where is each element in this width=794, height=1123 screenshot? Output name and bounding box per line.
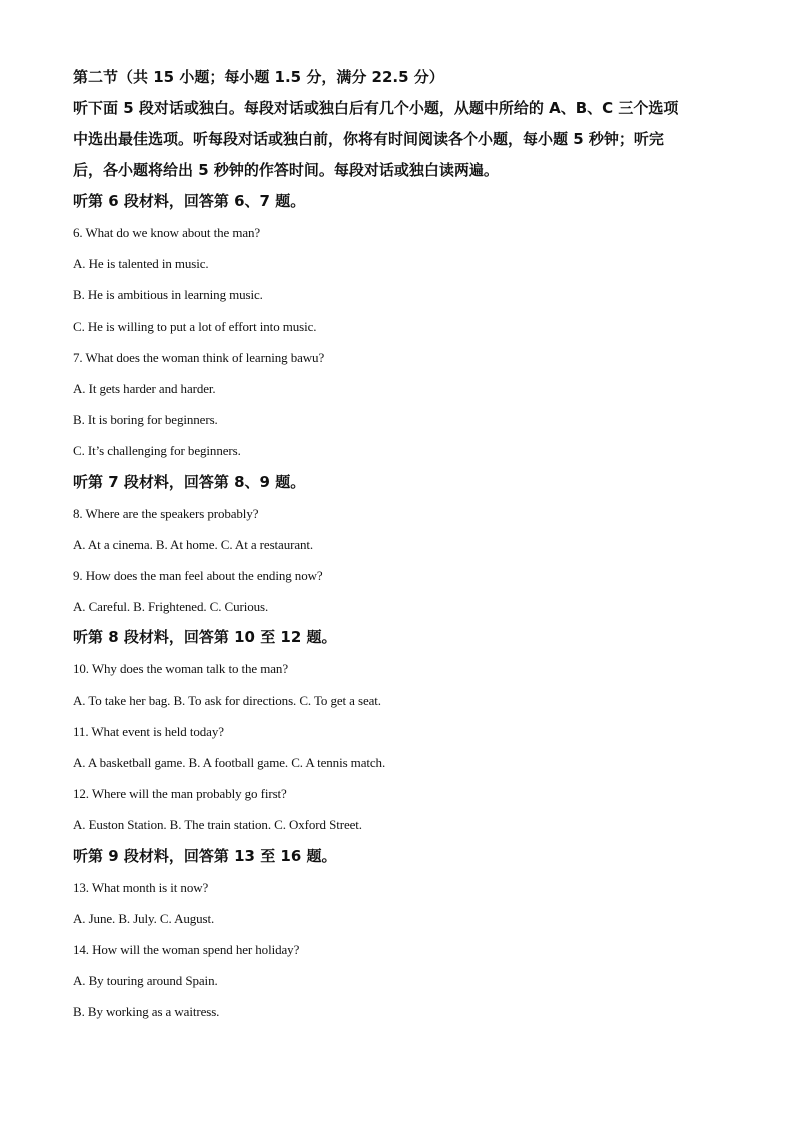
- question-text: 13. What month is it now?: [73, 879, 209, 895]
- material-heading: 听第 7 段材料，回答第 8、9 题。: [73, 472, 306, 491]
- answer-option: A. By touring around Spain.: [73, 973, 218, 989]
- question-text: 14. How will the woman spend her holiday?: [73, 942, 300, 958]
- instruction-line: 中选出最佳选项。听每段对话或独白前，你将有时间阅读各个小题，每小题 5 秒钟；听完: [73, 130, 664, 148]
- material-heading: 听第 6 段材料，回答第 6、7 题。: [73, 192, 306, 210]
- question-text: 11. What event is held today?: [73, 723, 224, 739]
- question-text: 8. Where are the speakers probably?: [73, 505, 259, 521]
- answer-options: A. To take her bag. B. To ask for directions. C. To get a seat.: [73, 692, 381, 708]
- answer-options: A. A basketball game. B. A football game. C. A tennis match.: [73, 755, 386, 771]
- question-text: 12. Where will the man probably go first?: [73, 786, 287, 802]
- question-text: 6. What do we know about the man?: [73, 225, 261, 240]
- question-text: 10. Why does the woman talk to the man?: [73, 661, 289, 677]
- answer-option: C. It’s challenging for beginners.: [73, 443, 241, 459]
- material-heading: 听第 9 段材料，回答第 13 至 16 题。: [73, 846, 337, 865]
- answer-options: A. June. B. July. C. August.: [73, 910, 215, 926]
- document-page: [73, 62, 733, 1028]
- section-title: 第二节（共 15 小题；每小题 1.5 分，满分 22.5 分）: [73, 68, 444, 86]
- answer-option: A. He is talented in music.: [73, 256, 209, 272]
- answer-option: A. It gets harder and harder.: [73, 381, 216, 397]
- answer-option: B. By working as a waitress.: [73, 1004, 220, 1020]
- answer-option: B. It is boring for beginners.: [73, 412, 218, 428]
- question-text: 9. How does the man feel about the ending now?: [73, 568, 323, 584]
- answer-option: B. He is ambitious in learning music.: [73, 287, 263, 303]
- question-text: 7. What does the woman think of learning bawu?: [73, 349, 325, 365]
- instruction-line: 听下面 5 段对话或独白。每段对话或独白后有几个小题，从题中所给的 A、B、C 三个选项: [73, 99, 679, 117]
- answer-option: C. He is willing to put a lot of effort into music.: [73, 318, 317, 334]
- material-heading: 听第 8 段材料，回答第 10 至 12 题。: [73, 628, 337, 647]
- answer-options: A. At a cinema. B. At home. C. At a restaurant.: [73, 536, 314, 552]
- answer-options: A. Euston Station. B. The train station. C. Oxford Street.: [73, 817, 362, 833]
- answer-options: A. Careful. B. Frightened. C. Curious.: [73, 599, 269, 615]
- instruction-line: 后，各小题将给出 5 秒钟的作答时间。每段对话或独白读两遍。: [73, 161, 499, 179]
